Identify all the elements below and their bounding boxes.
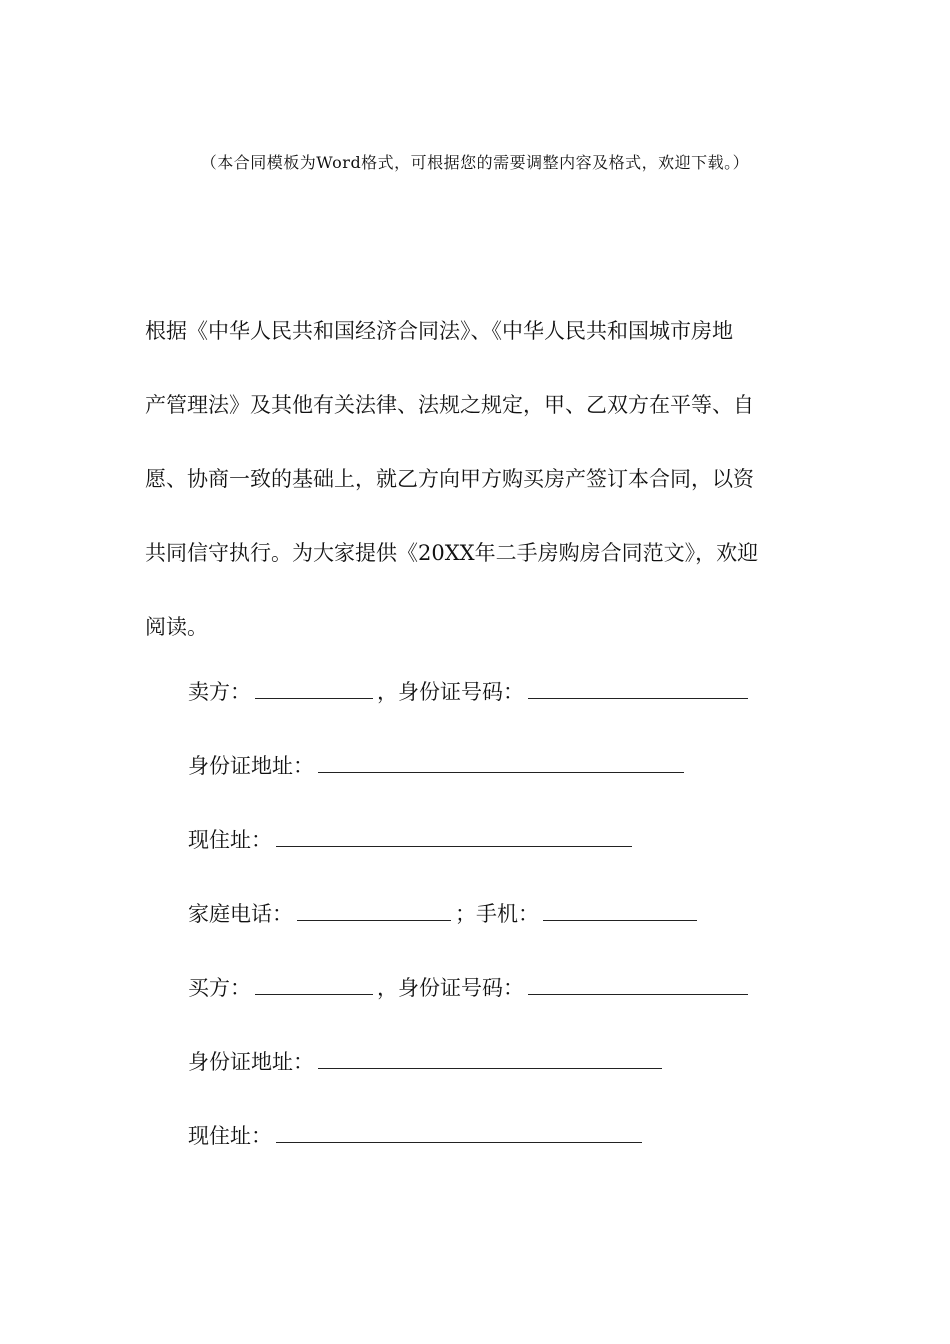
- seller-phone-row: [188, 898, 701, 928]
- buyer-current-address-blank[interactable]: [276, 1124, 642, 1143]
- buyer-id-label: ，身份证号码：: [377, 976, 524, 1000]
- seller-name-row: [188, 676, 752, 706]
- seller-id-address-label: 身份证地址：: [188, 754, 314, 778]
- intro-line: 阅读。: [145, 615, 208, 639]
- seller-current-address-row: [188, 824, 636, 854]
- seller-home-phone-blank[interactable]: [297, 902, 451, 921]
- buyer-name-label: 买方：: [188, 976, 251, 1000]
- intro-paragraph: [145, 294, 805, 664]
- buyer-name-blank[interactable]: [255, 976, 373, 995]
- seller-current-address-blank[interactable]: [276, 828, 632, 847]
- intro-line: 共同信守执行。为大家提供《20XX年二手房购房合同范文》，欢迎: [145, 541, 759, 565]
- buyer-id-address-blank[interactable]: [318, 1050, 662, 1069]
- seller-id-blank[interactable]: [528, 680, 748, 699]
- seller-name-blank[interactable]: [255, 680, 373, 699]
- intro-line: 产管理法》及其他有关法律、法规之规定，甲、乙双方在平等、自: [145, 393, 754, 417]
- seller-id-label: ，身份证号码：: [377, 680, 524, 704]
- seller-name-label: 卖方：: [188, 680, 251, 704]
- seller-id-address-row: [188, 750, 688, 780]
- intro-line: 愿、协商一致的基础上，就乙方向甲方购买房产签订本合同，以资: [145, 467, 754, 491]
- buyer-current-address-row: [188, 1120, 646, 1150]
- seller-mobile-label: ；手机：: [455, 902, 539, 926]
- seller-id-address-blank[interactable]: [318, 754, 684, 773]
- seller-home-phone-label: 家庭电话：: [188, 902, 293, 926]
- buyer-current-address-label: 现住址：: [188, 1124, 272, 1148]
- seller-mobile-blank[interactable]: [543, 902, 697, 921]
- buyer-id-address-row: [188, 1046, 666, 1076]
- buyer-id-blank[interactable]: [528, 976, 748, 995]
- buyer-id-address-label: 身份证地址：: [188, 1050, 314, 1074]
- buyer-name-row: [188, 972, 752, 1002]
- seller-current-address-label: 现住址：: [188, 828, 272, 852]
- template-note: （本合同模板为Word格式，可根据您的需要调整内容及格式，欢迎下载。）: [200, 153, 750, 172]
- intro-line: 根据《中华人民共和国经济合同法》、《中华人民共和国城市房地: [145, 319, 733, 343]
